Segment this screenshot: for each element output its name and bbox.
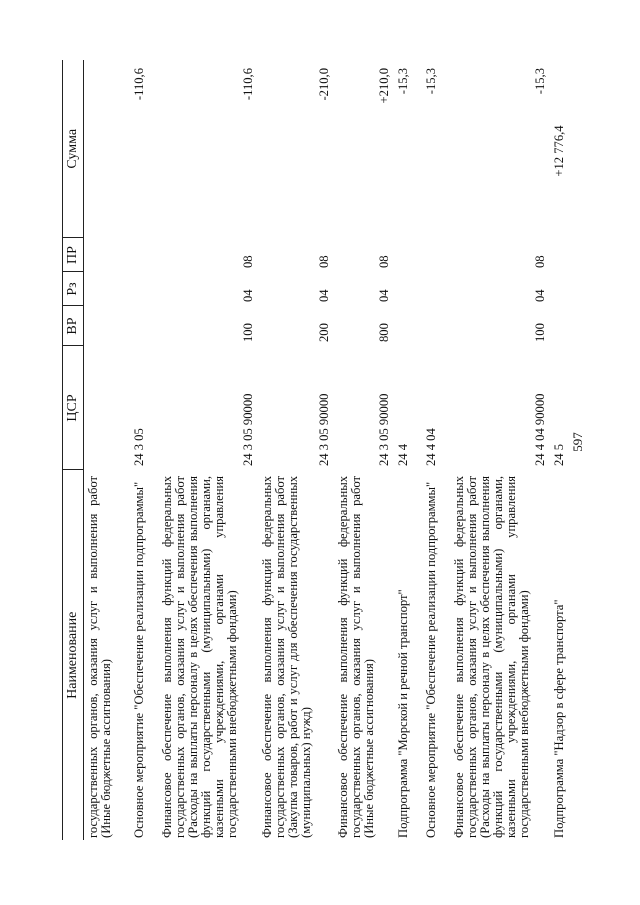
row-rz [130, 272, 158, 306]
header-rz: Рз [63, 272, 84, 306]
row-sum: -15,3 [395, 68, 410, 95]
row-pr [422, 238, 450, 272]
table-row [158, 60, 258, 840]
header-sum: Сумма [63, 60, 84, 238]
row-rz [422, 272, 450, 306]
row-sum: +210,0 [376, 68, 391, 104]
table-header-row [63, 60, 84, 840]
header-vr: ВР [63, 306, 84, 346]
row-rz [394, 272, 422, 306]
row-name: государственных органов, оказания услуг и выполнения работ (Иные бюджетные ассигнования) [86, 476, 113, 838]
row-csr: 24 4 04 90000 [532, 393, 547, 466]
row-csr: 24 4 [395, 443, 410, 466]
row-rz: 04 [240, 289, 255, 302]
table-row [258, 60, 334, 840]
header-csr: ЦСР [63, 346, 84, 470]
row-pr [84, 238, 130, 272]
row-sum: -15,3 [532, 68, 547, 95]
row-sum: -110,6 [131, 68, 146, 101]
row-sum: +12 776,4 [551, 125, 566, 177]
row-csr: 24 3 05 90000 [240, 393, 255, 466]
table-row [422, 60, 450, 840]
row-csr: 24 3 05 [131, 428, 146, 466]
row-pr [394, 238, 422, 272]
row-csr: 24 4 04 [423, 428, 438, 466]
row-name: Подпрограмма "Надзор в сфере транспорта" [551, 599, 566, 838]
header-pr: ПР [63, 238, 84, 272]
row-vr: 200 [316, 323, 331, 342]
row-vr [422, 306, 450, 346]
row-vr [84, 306, 130, 346]
row-pr [550, 238, 576, 272]
budget-table-page [62, 60, 606, 840]
row-rz: 04 [376, 289, 391, 302]
row-name: Финансовое обеспечение выполнения функций федеральных государственных органов, оказания услуг и выполнения работ (Расходы на выплаты персоналу в целях обеспечения выполнения функций государственными (муниципальными) органами, казенными учреждениями, органами управления государственными внебюджетными фондами) [159, 476, 239, 838]
row-rz: 04 [532, 289, 547, 302]
row-name: Финансовое обеспечение выполнения функций федеральных государственных органов, оказания услуг и выполнения работ (Закупка товаров, работ и услуг для обеспечения государственных (муниципальных) нужд) [259, 476, 313, 838]
table-row [334, 60, 394, 840]
table-row [450, 60, 550, 840]
row-sum [84, 60, 130, 238]
table-row [130, 60, 158, 840]
row-name: Основное мероприятие "Обеспечение реализации подпрограммы" [423, 481, 438, 838]
row-vr: 100 [240, 323, 255, 342]
row-pr: 08 [532, 255, 547, 268]
row-sum: -110,6 [240, 68, 255, 101]
row-rz: 04 [316, 289, 331, 302]
row-sum: -210,0 [316, 68, 331, 101]
row-vr [550, 306, 576, 346]
row-vr [394, 306, 422, 346]
row-csr [84, 346, 130, 470]
row-name: Финансовое обеспечение выполнения функций федеральных государственных органов, оказания услуг и выполнения работ (Расходы на выплаты персоналу в целях обеспечения выполнения функций государственными (муниципальными) органами, казенными учреждениями, органами управления государственными внебюджетными фондами) [451, 476, 531, 838]
table-row [550, 60, 576, 840]
row-pr: 08 [240, 255, 255, 268]
row-pr: 08 [376, 255, 391, 268]
row-pr: 08 [316, 255, 331, 268]
row-vr [130, 306, 158, 346]
budget-table [62, 60, 576, 840]
row-pr [130, 238, 158, 272]
table-row [84, 60, 130, 840]
row-rz [550, 272, 576, 306]
row-name: Подпрограмма "Морской и речной транспорт" [395, 589, 410, 838]
row-vr: 100 [532, 323, 547, 342]
row-rz [84, 272, 130, 306]
row-csr: 24 5 [551, 443, 566, 466]
row-csr: 24 3 05 90000 [316, 393, 331, 466]
row-name: Основное мероприятие "Обеспечение реализации подпрограммы" [131, 481, 146, 838]
row-name: Финансовое обеспечение выполнения функций федеральных государственных органов, оказания услуг и выполнения работ (Иные бюджетные ассигнования) [335, 476, 376, 838]
row-sum: -15,3 [423, 68, 438, 95]
row-csr: 24 3 05 90000 [376, 393, 391, 466]
row-vr: 800 [376, 323, 391, 342]
page-number: 597 [570, 432, 585, 452]
header-name: Наименование [63, 470, 84, 840]
table-row [394, 60, 422, 840]
